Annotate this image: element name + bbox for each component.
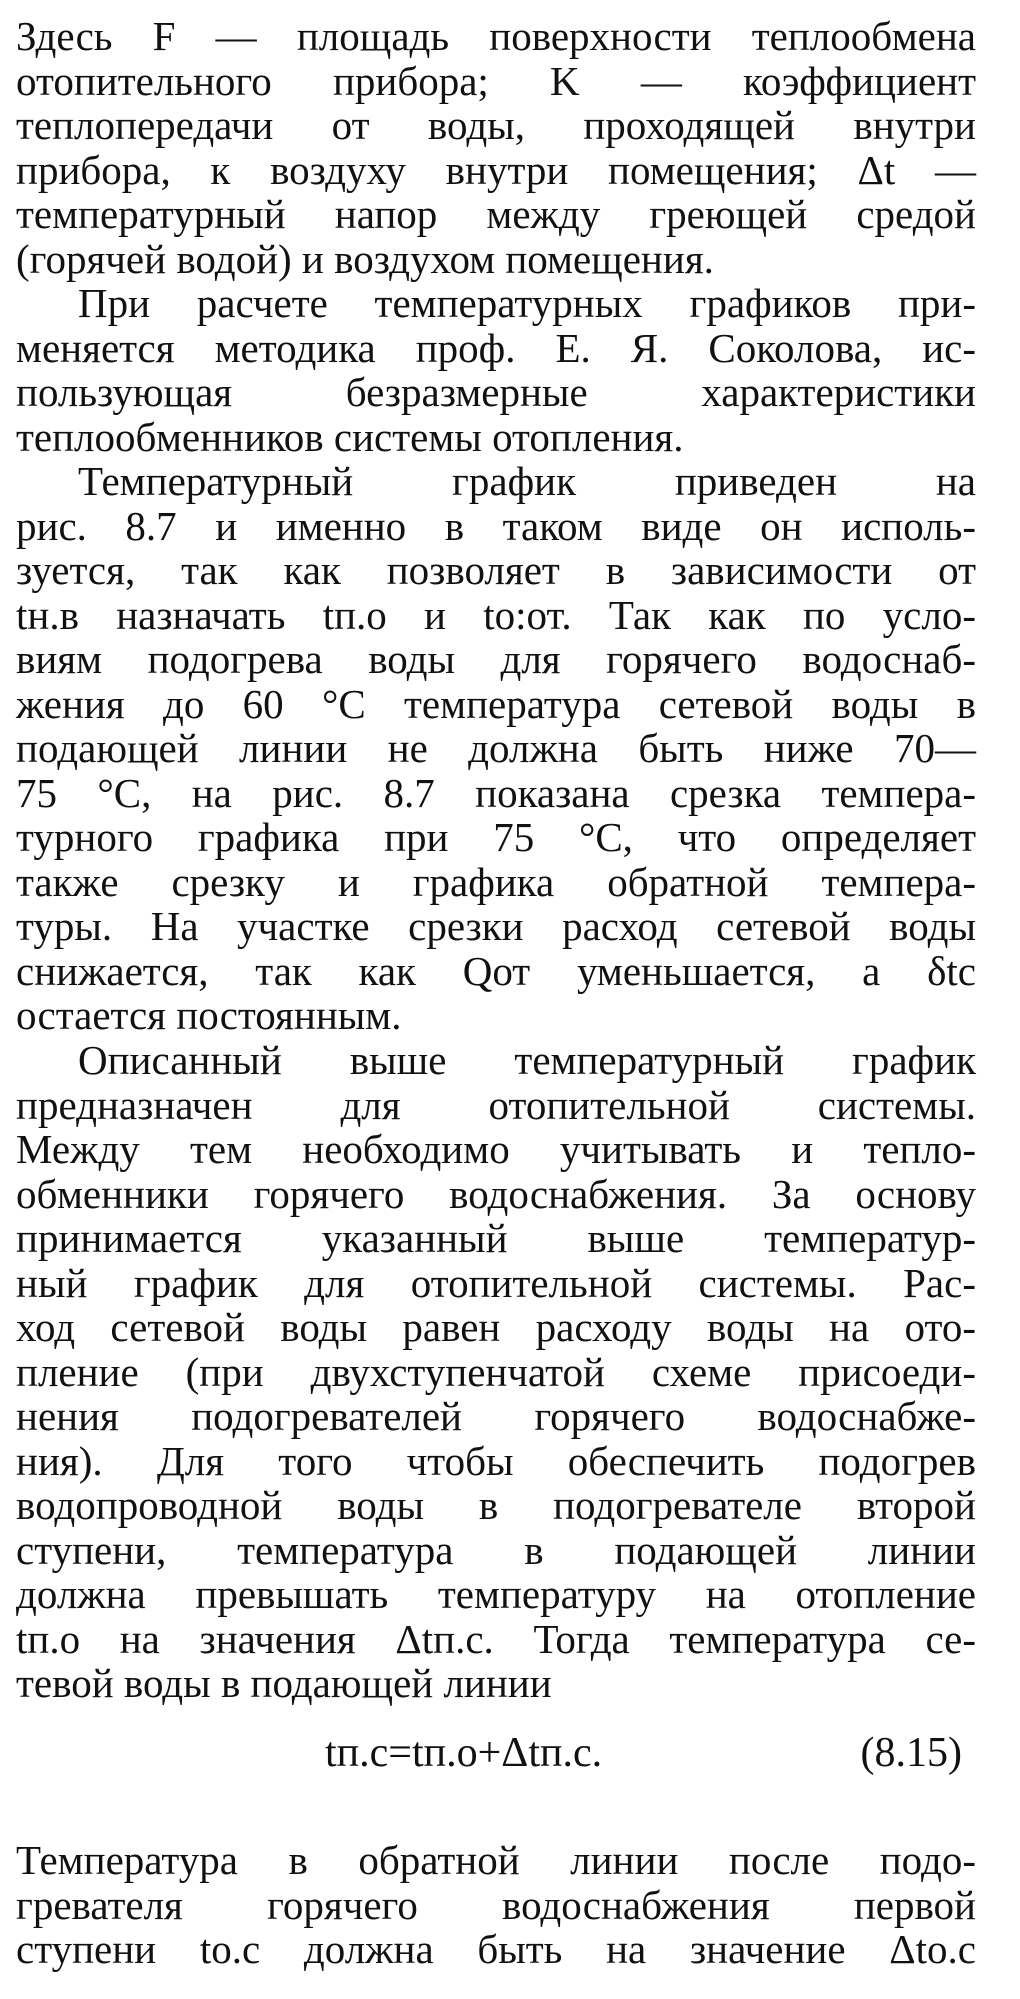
text-line: водопроводной воды в подогревателе второй	[16, 1482, 976, 1528]
text-line: гревателя горячего водоснабжения первой	[16, 1881, 976, 1928]
text-line: При расчете температурных графиков при-	[78, 280, 976, 326]
text-line: tп.о на значения Δtп.с. Тогда температура се-	[16, 1615, 976, 1662]
text-line: жения до 60 °С температура сетевой воды в	[16, 680, 976, 727]
text-line: прибора, к воздуху внутри помещения; Δt —	[16, 146, 976, 193]
text-line: тевой воды в подающей линии	[16, 1660, 552, 1706]
text-line: теплообменников системы отопления.	[16, 413, 684, 460]
text-line: зуется, так как позволяет в зависимости от	[16, 547, 976, 593]
text-line: снижается, так как Qот уменьшается, а δtс	[16, 947, 976, 994]
paragraph-hot-water	[16, 1038, 976, 1706]
text-line: остается постоянным.	[16, 992, 402, 1038]
text-line: также срезку и графика обратной темпера-	[16, 858, 976, 905]
text-line: подающей линии не должна быть ниже 70—	[16, 725, 976, 771]
text-line: ный график для отопительной системы. Рас-	[16, 1259, 976, 1306]
text-line: нения подогревателей горячего водоснабже-	[16, 1393, 976, 1439]
text-line: ступени tо.с должна быть на значение Δtо.с	[16, 1926, 976, 1972]
text-line: tн.в назначать tп.о и tо:от. Так как по усло-	[16, 591, 976, 638]
paragraph-method	[16, 281, 976, 459]
text-line: Между тем необходимо учитывать и тепло-	[16, 1126, 976, 1172]
text-line: пление (при двухступенчатой схеме присоеди-	[16, 1348, 976, 1395]
text-line: отопительного прибора; K — коэффициент	[16, 57, 976, 104]
text-line: 75 °С, на рис. 8.7 показана срезка темпера-	[16, 769, 976, 816]
text-line: (горячей водой) и воздухом помещения.	[16, 235, 714, 282]
text-line: предназначен для отопительной системы.	[16, 1081, 976, 1128]
text-line: турного графика при 75 °С, что определяет	[16, 814, 976, 860]
text-line: должна превышать температуру на отопление	[16, 1571, 976, 1617]
text-line: меняется методика проф. Е. Я. Соколова, ис-	[16, 324, 976, 371]
text-line: Температурный график приведен на	[78, 458, 976, 504]
paragraph-return-line	[16, 1838, 976, 1972]
text-line: рис. 8.7 и именно в таком виде он исполь-	[16, 502, 976, 549]
equation-number: (8.15)	[860, 1730, 962, 1776]
text-line: ния). Для того чтобы обеспечить подогрев	[16, 1437, 976, 1484]
paragraph-definitions	[16, 14, 976, 281]
text-line: теплопередачи от воды, проходящей внутри	[16, 102, 976, 148]
equation-expression: tп.с=tп.о+Δtп.с.	[325, 1730, 603, 1776]
text-line: температурный напор между греющей средой	[16, 191, 976, 237]
text-line: ход сетевой воды равен расходу воды на ото-	[16, 1304, 976, 1350]
text-line: Здесь F — площадь поверхности теплообмена	[16, 13, 976, 59]
text-line: виям подогрева воды для горячего водоснаб-	[16, 636, 976, 682]
text-line: туры. На участке срезки расход сетевой воды	[16, 903, 976, 949]
text-line: ступени, температура в подающей линии	[16, 1526, 976, 1573]
text-line: принимается указанный выше температур-	[16, 1215, 976, 1261]
paragraph-temperature-graph	[16, 459, 976, 1038]
text-line: пользующая безразмерные характеристики	[16, 369, 976, 415]
text-line: Описанный выше температурный график	[78, 1037, 976, 1083]
text-line: Температура в обратной линии после подо-	[16, 1837, 976, 1883]
equation-8-15	[0, 1728, 1020, 1778]
text-line: обменники горячего водоснабжения. За основу	[16, 1170, 976, 1217]
